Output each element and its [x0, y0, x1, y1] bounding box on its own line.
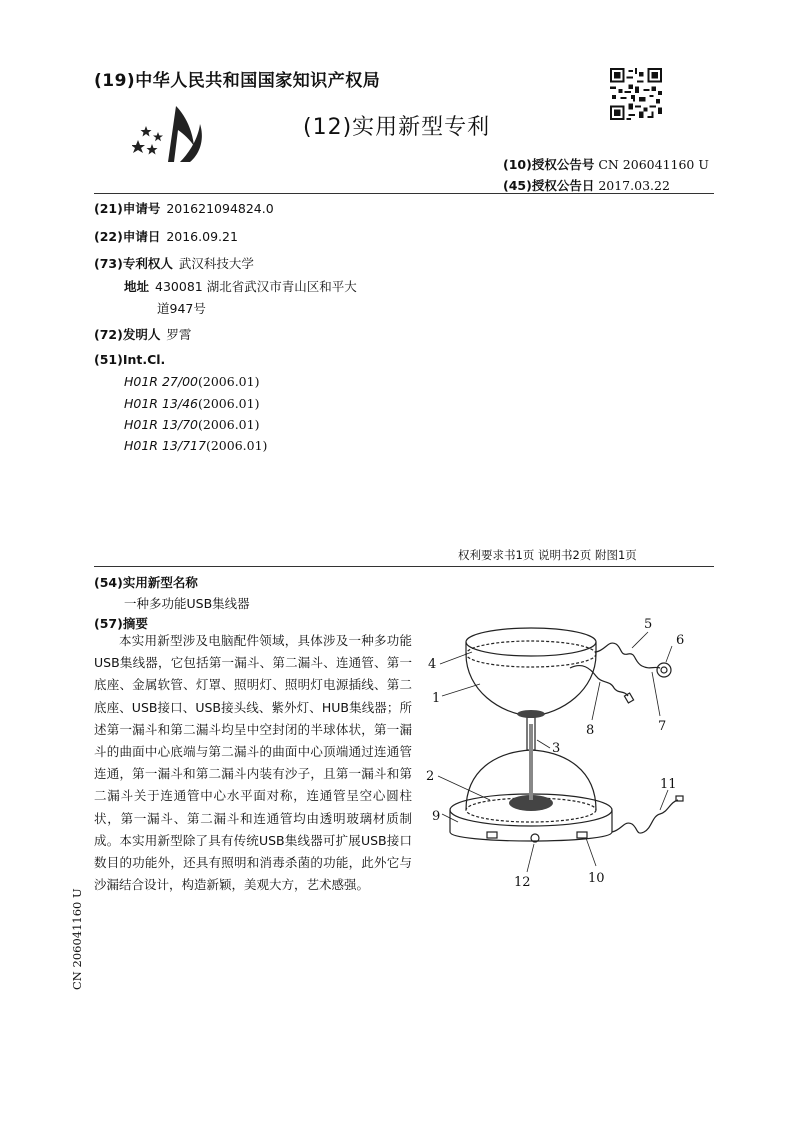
issuing-office: (19)中华人民共和国国家知识产权局: [94, 71, 381, 91]
publication-number-label: (10)授权公告号: [503, 157, 595, 172]
figure-label: 10: [588, 871, 605, 886]
address-line-1: 430081 湖北省武汉市青山区和平大: [155, 279, 357, 294]
figure-label: 11: [660, 777, 677, 792]
application-number-row: [94, 199, 274, 217]
inventor: 罗霄: [166, 327, 192, 342]
address-label: 地址: [124, 279, 150, 294]
application-number-label: (21)申请号: [94, 201, 161, 216]
utility-model-title: 一种多功能USB集线器: [124, 596, 250, 611]
ipc-item: H01R 13/46(2006.01): [124, 396, 260, 411]
figure-label: 6: [676, 633, 685, 648]
application-date: 2016.09.21: [166, 229, 238, 244]
figure-label: 1: [432, 691, 441, 706]
figure-label: 5: [644, 617, 653, 632]
hourglass-usb-hub-figure: [420, 610, 700, 910]
address-row: [124, 277, 357, 295]
publication-date-row: [503, 176, 670, 194]
header-divider: [94, 193, 714, 194]
address-line-2: 道947号: [157, 301, 206, 316]
figure-label: 8: [586, 723, 595, 738]
ipc-item: H01R 27/00(2006.01): [124, 374, 260, 389]
section-divider: [94, 566, 714, 567]
figure-label: 9: [432, 809, 441, 824]
pages-info: 权利要求书1页 说明书2页 附图1页: [458, 548, 637, 562]
publication-number: CN 206041160 U: [598, 157, 709, 172]
cnipa-logo-icon: [132, 100, 212, 180]
figure-label: 7: [658, 719, 667, 734]
inventor-label: (72)发明人: [94, 327, 161, 342]
abstract-label: (57)摘要: [94, 616, 148, 631]
publication-number-row: [503, 155, 709, 173]
side-publication-number: CN 206041160 U: [70, 888, 84, 990]
patentee: 武汉科技大学: [178, 256, 254, 271]
figure-label: 2: [426, 769, 435, 784]
qr-code-icon: [610, 68, 662, 120]
patentee-row: [94, 254, 254, 272]
publication-date: 2017.03.22: [598, 178, 670, 193]
title-label: (54)实用新型名称: [94, 575, 198, 590]
ipc-item: H01R 13/717(2006.01): [124, 438, 268, 453]
figure-label: 3: [552, 741, 561, 756]
abstract-text: 本实用新型涉及电脑配件领域，具体涉及一种多功能USB集线器，它包括第一漏斗、第二漏斗、连通管、第一底座、金属软管、灯罩、照明灯、照明灯电源插线、第二底座、USB接口、USB接头线、紫外灯、HUB集线器；所述第一漏斗和第二漏斗均呈中空封闭的半球体状，第一漏斗的曲面中心底端与第二漏斗的曲面中心顶端通过连通管连通，第一漏斗和第二漏斗内装有沙子，且第一漏斗和第二漏斗关于连通管中心水平面对称，连通管呈空心圆柱状，第一漏斗、第二漏斗和连通管均由透明玻璃材质制成。本实用新型除了具有传统USB集线器可扩展USB接口数目的功能外，还具有照明和消毒杀菌的功能，此外它与沙漏结合设计，构造新颖，美观大方，艺术感强。: [94, 633, 412, 893]
figure-label: 12: [514, 875, 531, 890]
publication-date-label: (45)授权公告日: [503, 178, 595, 193]
document-type: (12)实用新型专利: [303, 115, 491, 140]
application-date-row: [94, 227, 238, 245]
figure-label: 4: [428, 657, 437, 672]
ipc-label: (51)Int.Cl.: [94, 352, 166, 367]
application-number: 201621094824.0: [166, 201, 274, 216]
patentee-label: (73)专利权人: [94, 256, 173, 271]
application-date-label: (22)申请日: [94, 229, 161, 244]
inventor-row: [94, 325, 191, 343]
ipc-item: H01R 13/70(2006.01): [124, 417, 260, 432]
